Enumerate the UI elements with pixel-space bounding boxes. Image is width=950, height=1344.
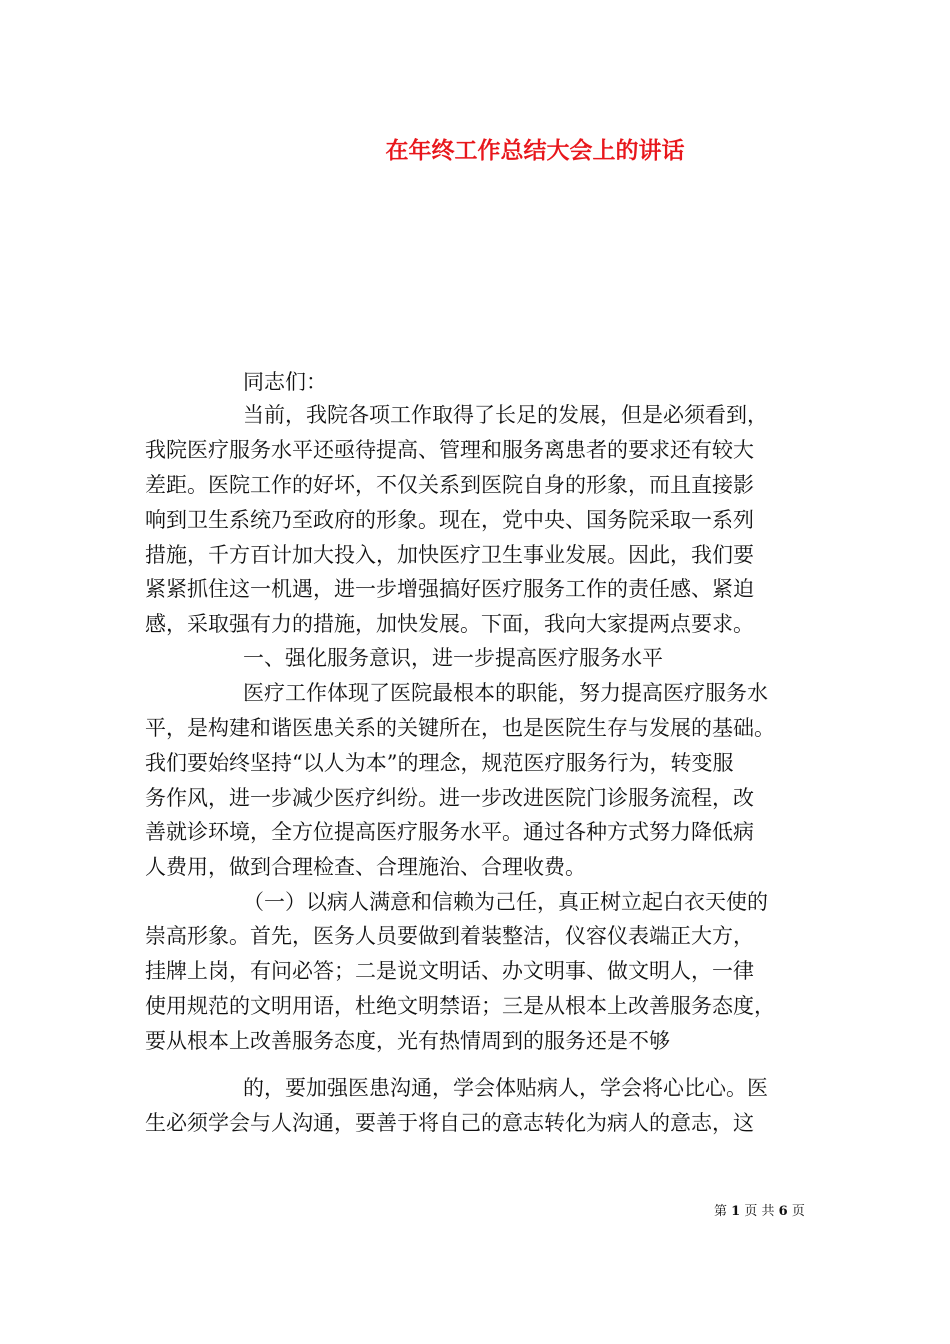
paragraph-line: 使用规范的文明用语，杜绝文明禁语；三是从根本上改善服务态度， — [145, 994, 775, 1018]
paragraph-line: 医疗工作体现了医院最根本的职能，努力提高医疗服务水 — [243, 681, 768, 705]
footer-total-pages: 6 — [778, 1204, 788, 1219]
paragraph-line: 差距。医院工作的好坏，不仅关系到医院自身的形象，而且直接影 — [145, 473, 754, 497]
paragraph-line: 紧紧抓住这一机遇，进一步增强搞好医疗服务工作的责任感、紧迫 — [145, 577, 754, 601]
paragraph-line: 平，是构建和谐医患关系的关键所在，也是医院生存与发展的基础。 — [145, 716, 775, 740]
paragraph-line: 的，要加强医患沟通，学会体贴病人，学会将心比心。医 — [243, 1076, 768, 1100]
section-heading: 一、强化服务意识，进一步提高医疗服务水平 — [243, 646, 663, 670]
paragraph-line: 务作风，进一步减少医疗纠纷。进一步改进医院门诊服务流程，改 — [145, 786, 754, 810]
footer-prefix: 第 — [714, 1204, 728, 1219]
document-title: 在年终工作总结大会上的讲话 — [385, 138, 685, 164]
paragraph-line: 我们要始终坚持“以人为本”的理念，规范医疗服务行为，转变服 — [145, 751, 734, 775]
page-footer — [714, 1203, 805, 1221]
subsection-line: （一）以病人满意和信赖为己任，真正树立起白衣天使的 — [243, 890, 768, 914]
paragraph-line: 崇高形象。首先，医务人员要做到着装整洁，仪容仪表端正大方， — [145, 924, 754, 948]
paragraph-line: 感，采取强有力的措施，加快发展。下面，我向大家提两点要求。 — [145, 612, 754, 636]
paragraph-line: 善就诊环境，全方位提高医疗服务水平。通过各种方式努力降低病 — [145, 820, 754, 844]
paragraph-line: 挂牌上岗，有问必答；二是说文明话、办文明事、做文明人，一律 — [145, 959, 754, 983]
footer-suffix: 页 — [791, 1204, 805, 1219]
paragraph-line: 我院医疗服务水平还亟待提高、管理和服务离患者的要求还有较大 — [145, 438, 754, 462]
footer-page-number: 1 — [731, 1204, 741, 1219]
footer-middle: 页 共 — [744, 1204, 775, 1219]
paragraph-line: 响到卫生系统乃至政府的形象。现在，党中央、国务院采取一系列 — [145, 508, 754, 532]
paragraph-line: 生必须学会与人沟通，要善于将自己的意志转化为病人的意志，这 — [145, 1111, 754, 1135]
paragraph-line: 措施，千方百计加大投入，加快医疗卫生事业发展。因此，我们要 — [145, 543, 754, 567]
paragraph-line: 要从根本上改善服务态度，光有热情周到的服务还是不够 — [145, 1029, 670, 1053]
salutation: 同志们： — [243, 370, 327, 394]
paragraph-line: 人费用，做到合理检查、合理施治、合理收费。 — [145, 855, 586, 879]
paragraph-line: 当前，我院各项工作取得了长足的发展，但是必须看到， — [243, 403, 768, 427]
